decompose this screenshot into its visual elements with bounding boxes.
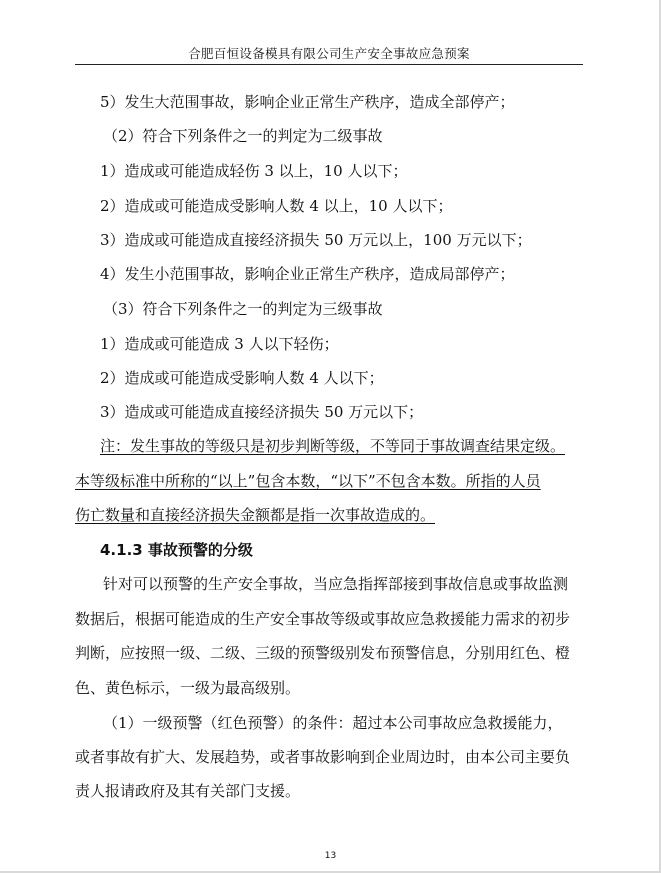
paragraph-line: 判断，应按照一级、二级、三级的预警级别发布预警信息，分别用红色、橙 [75,644,571,662]
section-heading: 4.1.3 事故预警的分级 [100,541,253,559]
note-line: 伤亡数量和直接经济损失金额都是指一次事故造成的。 [75,506,436,524]
paragraph-line: （1）一级预警（红色预警）的条件：超过本公司事故应急救援能力， [103,714,563,732]
text-line: 2）造成或可能造成受影响人数 4 以上，10 人以下； [100,197,453,215]
header-rule [75,64,583,65]
paragraph-line: 色、黄色标示，一级为最高级别。 [75,679,301,697]
paragraph-line: 针对可以预警的生产安全事故，当应急指挥部接到事故信息或事故监测 [103,575,569,593]
paragraph-line: 数据后，根据可能造成的生产安全事故等级或事故应急救援能力需求的初步 [75,610,571,628]
note-line: 注：发生事故的等级只是初步判断等级，不等同于事故调查结果定级。 [100,437,566,455]
text-line: 1）造成或可能造成 3 人以下轻伤； [100,335,339,353]
text-line: 3）造成或可能造成直接经济损失 50 万元以下； [100,403,424,421]
text-line: （2）符合下列条件之一的判定为二级事故 [103,127,383,145]
text-line: 4）发生小范围事故，影响企业正常生产秩序，造成局部停产； [100,265,515,283]
text-line: 1）造成或可能造成轻伤 3 以上，10 人以下； [100,162,408,180]
page-number: 13 [324,851,337,861]
text-line: 3）造成或可能造成直接经济损失 50 万元以上，100 万元以下； [100,231,532,249]
paragraph-line: 责人报请政府及其有关部门支援。 [75,782,301,800]
paragraph-line: 或者事故有扩大、发展趋势，或者事故影响到企业周边时，由本公司主要负 [75,748,571,766]
text-line: 2）造成或可能造成受影响人数 4 人以下； [100,369,384,387]
text-line: 5）发生大范围事故，影响企业正常生产秩序，造成全部停产； [100,93,515,111]
note-line: 本等级标准中所称的“以上”包含本数，“以下”不包含本数。所指的人员 [75,472,541,490]
text-line: （3）符合下列条件之一的判定为三级事故 [103,300,383,318]
running-header: 合肥百恒设备模具有限公司生产安全事故应急预案 [188,46,470,61]
